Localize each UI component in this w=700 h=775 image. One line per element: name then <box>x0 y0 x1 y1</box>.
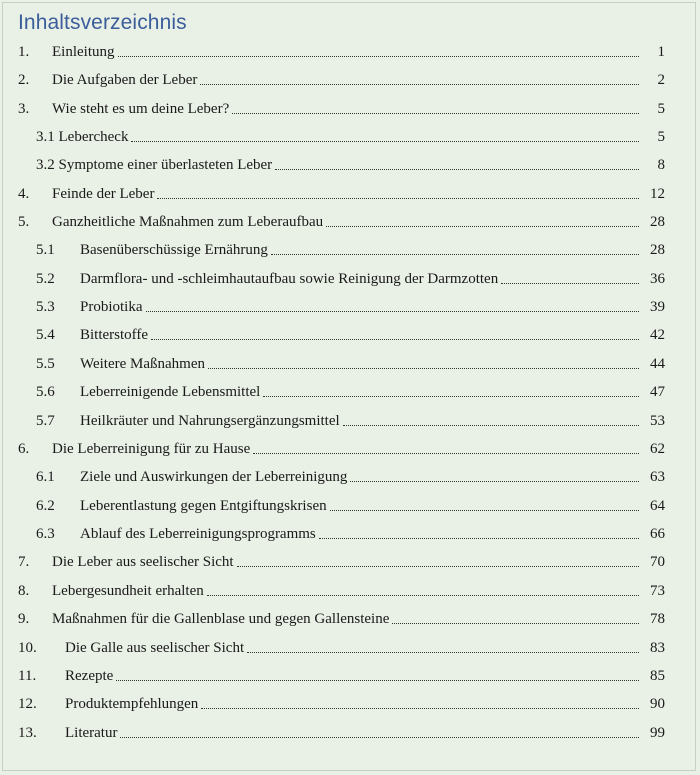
toc-entry-page-number: 42 <box>650 327 665 343</box>
dot-leader <box>343 425 639 426</box>
dot-leader <box>319 538 639 539</box>
toc-entry-number: 8. <box>18 583 30 599</box>
toc-entry-number: 2. <box>18 72 30 88</box>
toc-entry-label: Maßnahmen für die Gallenblase und gegen Gallensteine <box>52 611 390 627</box>
toc-entry-number: 5.1 <box>36 242 55 258</box>
toc-entry-label: Probiotika <box>80 299 143 315</box>
toc-entry[interactable] <box>0 184 700 204</box>
toc-entry-label: Einleitung <box>52 44 115 60</box>
dot-leader <box>392 623 639 624</box>
toc-entry[interactable] <box>0 269 700 289</box>
toc-entry[interactable] <box>0 411 700 431</box>
toc-entry-page-number: 53 <box>650 413 665 429</box>
toc-entry-page-number: 8 <box>657 157 665 173</box>
toc-entry[interactable] <box>0 382 700 402</box>
dot-leader <box>120 737 639 738</box>
toc-entry-label: Die Galle aus seelischer Sicht <box>65 640 245 656</box>
dot-leader <box>247 652 639 653</box>
toc-entry-page-number: 64 <box>650 498 665 514</box>
toc-entry-number: 5.7 <box>36 413 55 429</box>
toc-entry-number: 6.1 <box>36 469 55 485</box>
dot-leader <box>201 708 639 709</box>
toc-entry-page-number: 63 <box>650 469 665 485</box>
toc-entry[interactable] <box>0 354 700 374</box>
toc-entry-number: 5. <box>18 214 30 230</box>
toc-entry-label: Produktempfehlungen <box>65 696 199 712</box>
dot-leader <box>232 113 639 114</box>
toc-entry-label: Leberreinigende Lebensmittel <box>80 384 261 400</box>
toc-entry-page-number: 70 <box>650 554 665 570</box>
toc-entry-number: 12. <box>18 696 37 712</box>
toc-entry[interactable] <box>0 666 700 686</box>
toc-entry[interactable] <box>0 155 700 175</box>
dot-leader <box>263 396 639 397</box>
toc-entry-label: 3.2 Symptome einer überlasteten Leber <box>36 157 273 173</box>
toc-entry-number: 5.4 <box>36 327 55 343</box>
toc-entry-page-number: 39 <box>650 299 665 315</box>
toc-entry-label: Ganzheitliche Maßnahmen zum Leberaufbau <box>52 214 324 230</box>
toc-entry-number: 6.2 <box>36 498 55 514</box>
toc-entry-label: Ablauf des Leberreinigungsprogramms <box>80 526 316 542</box>
toc-title: Inhaltsverzeichnis <box>18 11 187 34</box>
toc-entry-label: Heilkräuter und Nahrungsergänzungsmittel <box>80 413 340 429</box>
toc-entry-page-number: 83 <box>650 640 665 656</box>
toc-entry-label: Die Leberreinigung für zu Hause <box>52 441 251 457</box>
toc-entry-page-number: 1 <box>657 44 665 60</box>
toc-entry-label: Darmflora- und -schleimhautaufbau sowie Reinigung der Darmzotten <box>80 271 499 287</box>
toc-entry-number: 6.3 <box>36 526 55 542</box>
toc-entry[interactable] <box>0 439 700 459</box>
toc-entry-label: Rezepte <box>65 668 114 684</box>
toc-entry[interactable] <box>0 99 700 119</box>
toc-entry-page-number: 99 <box>650 725 665 741</box>
toc-entry-page-number: 36 <box>650 271 665 287</box>
dot-leader <box>326 226 639 227</box>
toc-entry-page-number: 28 <box>650 214 665 230</box>
toc-entry-page-number: 12 <box>650 186 665 202</box>
toc-entry-page-number: 2 <box>657 72 665 88</box>
toc-entry-label: Wie steht es um deine Leber? <box>52 101 230 117</box>
toc-entry[interactable] <box>0 723 700 743</box>
dot-leader <box>253 453 639 454</box>
dot-leader <box>350 481 639 482</box>
toc-entry[interactable] <box>0 212 700 232</box>
toc-entry[interactable] <box>0 127 700 147</box>
toc-entry[interactable] <box>0 694 700 714</box>
toc-entry-label: Leberentlastung gegen Entgiftungskrisen <box>80 498 327 514</box>
dot-leader <box>131 141 639 142</box>
toc-entry-number: 3. <box>18 101 30 117</box>
toc-entry[interactable] <box>0 325 700 345</box>
dot-leader <box>118 56 640 57</box>
toc-entry-number: 1. <box>18 44 30 60</box>
toc-entry[interactable] <box>0 467 700 487</box>
toc-entry-page-number: 5 <box>657 101 665 117</box>
toc-entry-page-number: 90 <box>650 696 665 712</box>
dot-leader <box>207 595 639 596</box>
toc-entry[interactable] <box>0 524 700 544</box>
dot-leader <box>146 311 640 312</box>
toc-entry[interactable] <box>0 581 700 601</box>
toc-entry[interactable] <box>0 70 700 90</box>
toc-entry-page-number: 66 <box>650 526 665 542</box>
toc-entry[interactable] <box>0 638 700 658</box>
toc-entry[interactable] <box>0 552 700 572</box>
toc-entry-page-number: 28 <box>650 242 665 258</box>
dot-leader <box>237 566 639 567</box>
toc-entry-label: Weitere Maßnahmen <box>80 356 205 372</box>
toc-entry-label: Die Leber aus seelischer Sicht <box>52 554 234 570</box>
toc-entry-label: Basenüberschüssige Ernährung <box>80 242 268 258</box>
dot-leader <box>157 198 639 199</box>
toc-entry-page-number: 73 <box>650 583 665 599</box>
toc-entry-number: 10. <box>18 640 37 656</box>
toc-entry-number: 5.6 <box>36 384 55 400</box>
toc-entry-number: 11. <box>18 668 37 684</box>
dot-leader <box>200 84 639 85</box>
dot-leader <box>275 169 639 170</box>
toc-entry[interactable] <box>0 496 700 516</box>
toc-entry-number: 5.5 <box>36 356 55 372</box>
toc-entry-number: 9. <box>18 611 30 627</box>
toc-entry-page-number: 47 <box>650 384 665 400</box>
toc-entry-label: Bitterstoffe <box>80 327 149 343</box>
toc-entry[interactable] <box>0 609 700 629</box>
toc-entry-page-number: 44 <box>650 356 665 372</box>
toc-entry-label: 3.1 Lebercheck <box>36 129 129 145</box>
dot-leader <box>151 339 639 340</box>
dot-leader <box>501 283 639 284</box>
toc-entry[interactable] <box>0 297 700 317</box>
dot-leader <box>330 510 639 511</box>
toc-entry-label: Literatur <box>65 725 118 741</box>
toc-entry-number: 7. <box>18 554 30 570</box>
toc-entry-number: 5.3 <box>36 299 55 315</box>
toc-entry-number: 13. <box>18 725 37 741</box>
toc-entry-label: Lebergesundheit erhalten <box>52 583 204 599</box>
toc-entry-page-number: 78 <box>650 611 665 627</box>
toc-entry-label: Die Aufgaben der Leber <box>52 72 198 88</box>
toc-entry-page-number: 62 <box>650 441 665 457</box>
dot-leader <box>271 254 639 255</box>
toc-entry[interactable] <box>0 240 700 260</box>
toc-entry-number: 6. <box>18 441 30 457</box>
dot-leader <box>208 368 639 369</box>
dot-leader <box>116 680 639 681</box>
toc-entry[interactable] <box>0 42 700 62</box>
toc-entry-number: 4. <box>18 186 30 202</box>
toc-entry-page-number: 85 <box>650 668 665 684</box>
toc-entry-label: Ziele und Auswirkungen der Leberreinigung <box>80 469 348 485</box>
toc-entry-number: 5.2 <box>36 271 55 287</box>
toc-entry-page-number: 5 <box>657 129 665 145</box>
toc-entry-label: Feinde der Leber <box>52 186 155 202</box>
